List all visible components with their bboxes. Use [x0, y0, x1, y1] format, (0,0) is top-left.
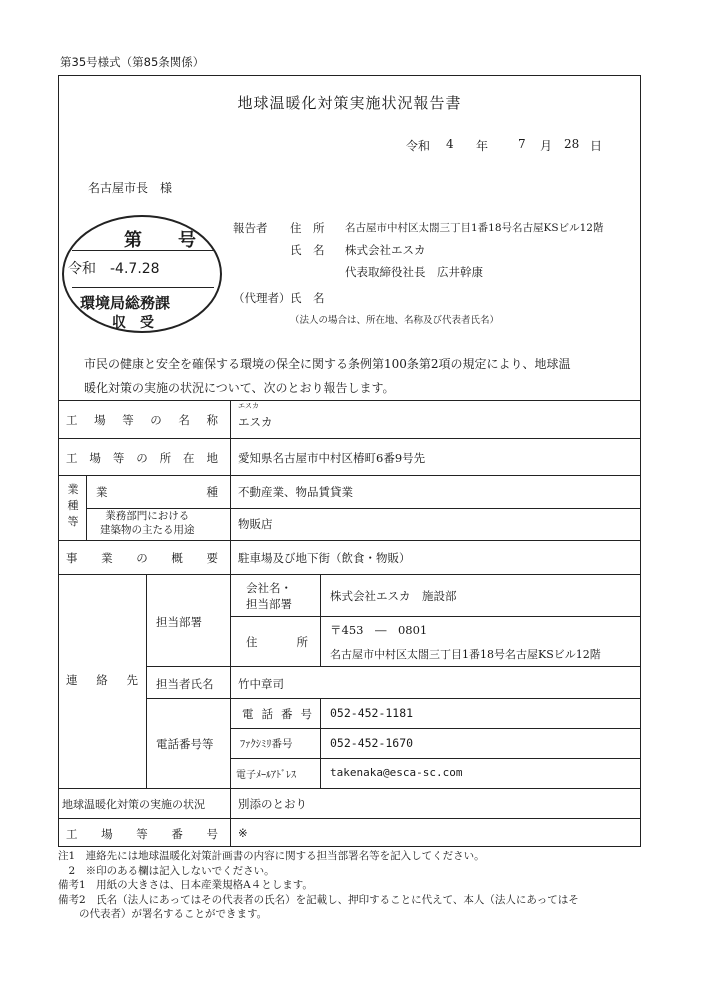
factory-name-label: 工 場 等 の 名 称 [66, 413, 218, 427]
corp-note: （法人の場合は、所在地、名称及び代表者氏名） [290, 315, 500, 326]
label-char: 工 [66, 413, 78, 427]
building-use-label-line1: 業務部門における [105, 510, 190, 522]
footnotes [58, 849, 579, 922]
footnote: 備考1 用紙の大きさは、日本産業規格A４とします。 [58, 879, 313, 891]
table-column-rule [320, 574, 321, 666]
factory-name-value: エスカ [238, 415, 273, 429]
reporter-representative: 代表取締役社長 広井幹康 [345, 265, 483, 279]
business-value: 駐車場及び地下街（飲食・物販） [238, 551, 411, 565]
table-column-rule [230, 400, 231, 847]
date-era: 令和 [406, 139, 431, 153]
factory-no-value: ※ [238, 826, 248, 840]
intro-text [84, 352, 614, 400]
phone-label: 電 話 番 号 [242, 707, 312, 721]
building-use-label-line2: 建築物の主たる用途 [100, 524, 195, 536]
fax-value: 052-452-1670 [330, 736, 414, 750]
company-dept-label-line2: 担当部署 [246, 597, 292, 611]
footnote: の代表者）が署名することができます。 [58, 908, 268, 920]
table-rule [146, 698, 641, 699]
fax-label: ﾌｧｸｼﾐﾘ番号 [240, 738, 293, 750]
table-rule [58, 475, 641, 476]
date-month: 7 [518, 137, 526, 151]
date-day-unit: 日 [590, 139, 603, 153]
company-dept-label [246, 580, 292, 612]
stamp-date-text: 令和 -4.7.28 [68, 261, 160, 277]
table-column-rule [320, 698, 321, 788]
date-year: 4 [446, 137, 454, 151]
table-rule [230, 728, 641, 729]
person-value: 竹中章司 [238, 677, 284, 691]
factory-no-label: 工 場 等 番 号 [66, 827, 218, 841]
form-number: 第35号様式（第85条関係） [60, 55, 205, 69]
table-rule [58, 818, 641, 819]
company-dept-label-line1: 会社名・ [246, 581, 292, 595]
date-month-unit: 月 [540, 139, 553, 153]
status-label: 地球温暖化対策の実施の状況 [62, 798, 205, 811]
footnote: 2 ※印のある欄は記入しないでください。 [58, 864, 275, 877]
addressee: 名古屋市長 様 [88, 181, 173, 195]
company-dept-value: 株式会社エスカ 施設部 [330, 589, 457, 603]
footnote: 備考2 氏名（法人にあってはその代表者の氏名）を記載し、押印することに代えて、本人（法人にあってはそ [58, 893, 579, 906]
stamp-divider [72, 287, 214, 288]
date-year-unit: 年 [476, 139, 489, 153]
postal-code: 〒453 ― 0801 [330, 623, 428, 637]
table-rule [58, 400, 641, 401]
dept-label: 担当部署 [156, 615, 202, 629]
stamp-dept-text: 環境局総務課 [80, 294, 171, 312]
date-day: 28 [564, 137, 580, 151]
agent-label: （代理者） [233, 291, 291, 305]
stamp-number-text: 第 号 [124, 230, 196, 251]
intro-line-2: 暖化対策の実施の状況について、次のとおり報告します。 [84, 381, 395, 395]
intro-line-1: 市民の健康と安全を確保する環境の保全に関する条例第100条第2項の規定により、地球温 [84, 357, 571, 371]
reporter-address: 名古屋市中村区太閤三丁目1番18号名古屋KSビル12階 [345, 222, 604, 234]
person-label: 担当者氏名 [156, 677, 214, 691]
contact-address-value: 名古屋市中村区太閤三丁目1番18号名古屋KSビル12階 [330, 648, 601, 661]
reporter-name-label: 氏 名 [290, 243, 325, 257]
document-title: 地球温暖化対策実施状況報告書 [237, 94, 462, 112]
stamp-receipt-text: 収 受 [112, 315, 154, 331]
building-use-label [100, 509, 195, 537]
industry-value: 不動産業、物品賃貸業 [238, 485, 353, 499]
reporter-company: 株式会社エスカ [345, 243, 426, 257]
business-label: 事 業 の 概 要 [66, 551, 218, 565]
building-use-value: 物販店 [238, 517, 273, 531]
factory-name-furigana: エスカ [238, 402, 259, 410]
reporter-address-label: 住 所 [290, 221, 325, 235]
table-column-rule [86, 475, 87, 540]
industry-label: 業 種 [96, 485, 218, 499]
contact-address-label: 住 所 [246, 635, 308, 649]
phone-value: 052-452-1181 [330, 706, 414, 720]
agent-name-label: 氏 名 [290, 291, 325, 305]
table-rule [146, 666, 641, 667]
table-rule [58, 540, 641, 541]
footnote: 注1 連絡先には地球温暖化対策計画書の内容に関する担当部署名等を記入してください。 [58, 850, 485, 862]
table-rule [230, 758, 641, 759]
email-label: 電子ﾒｰﾙｱﾄﾞﾚｽ [236, 770, 296, 781]
reporter-label: 報告者 [233, 221, 268, 235]
industry-group-label: 業 種 等 [67, 483, 79, 528]
table-rule [58, 788, 641, 789]
table-rule [230, 616, 641, 617]
phone-group-label: 電話番号等 [156, 737, 214, 751]
table-column-rule [146, 574, 147, 788]
table-rule [58, 438, 641, 439]
email-value: takenaka@esca-sc.com [330, 766, 463, 779]
factory-location-value: 愛知県名古屋市中村区椿町6番9号先 [238, 451, 426, 465]
contact-label: 連 絡 先 [66, 673, 138, 687]
factory-location-label: 工 場 等 の 所 在 地 [66, 451, 218, 465]
status-value: 別添のとおり [238, 797, 307, 811]
